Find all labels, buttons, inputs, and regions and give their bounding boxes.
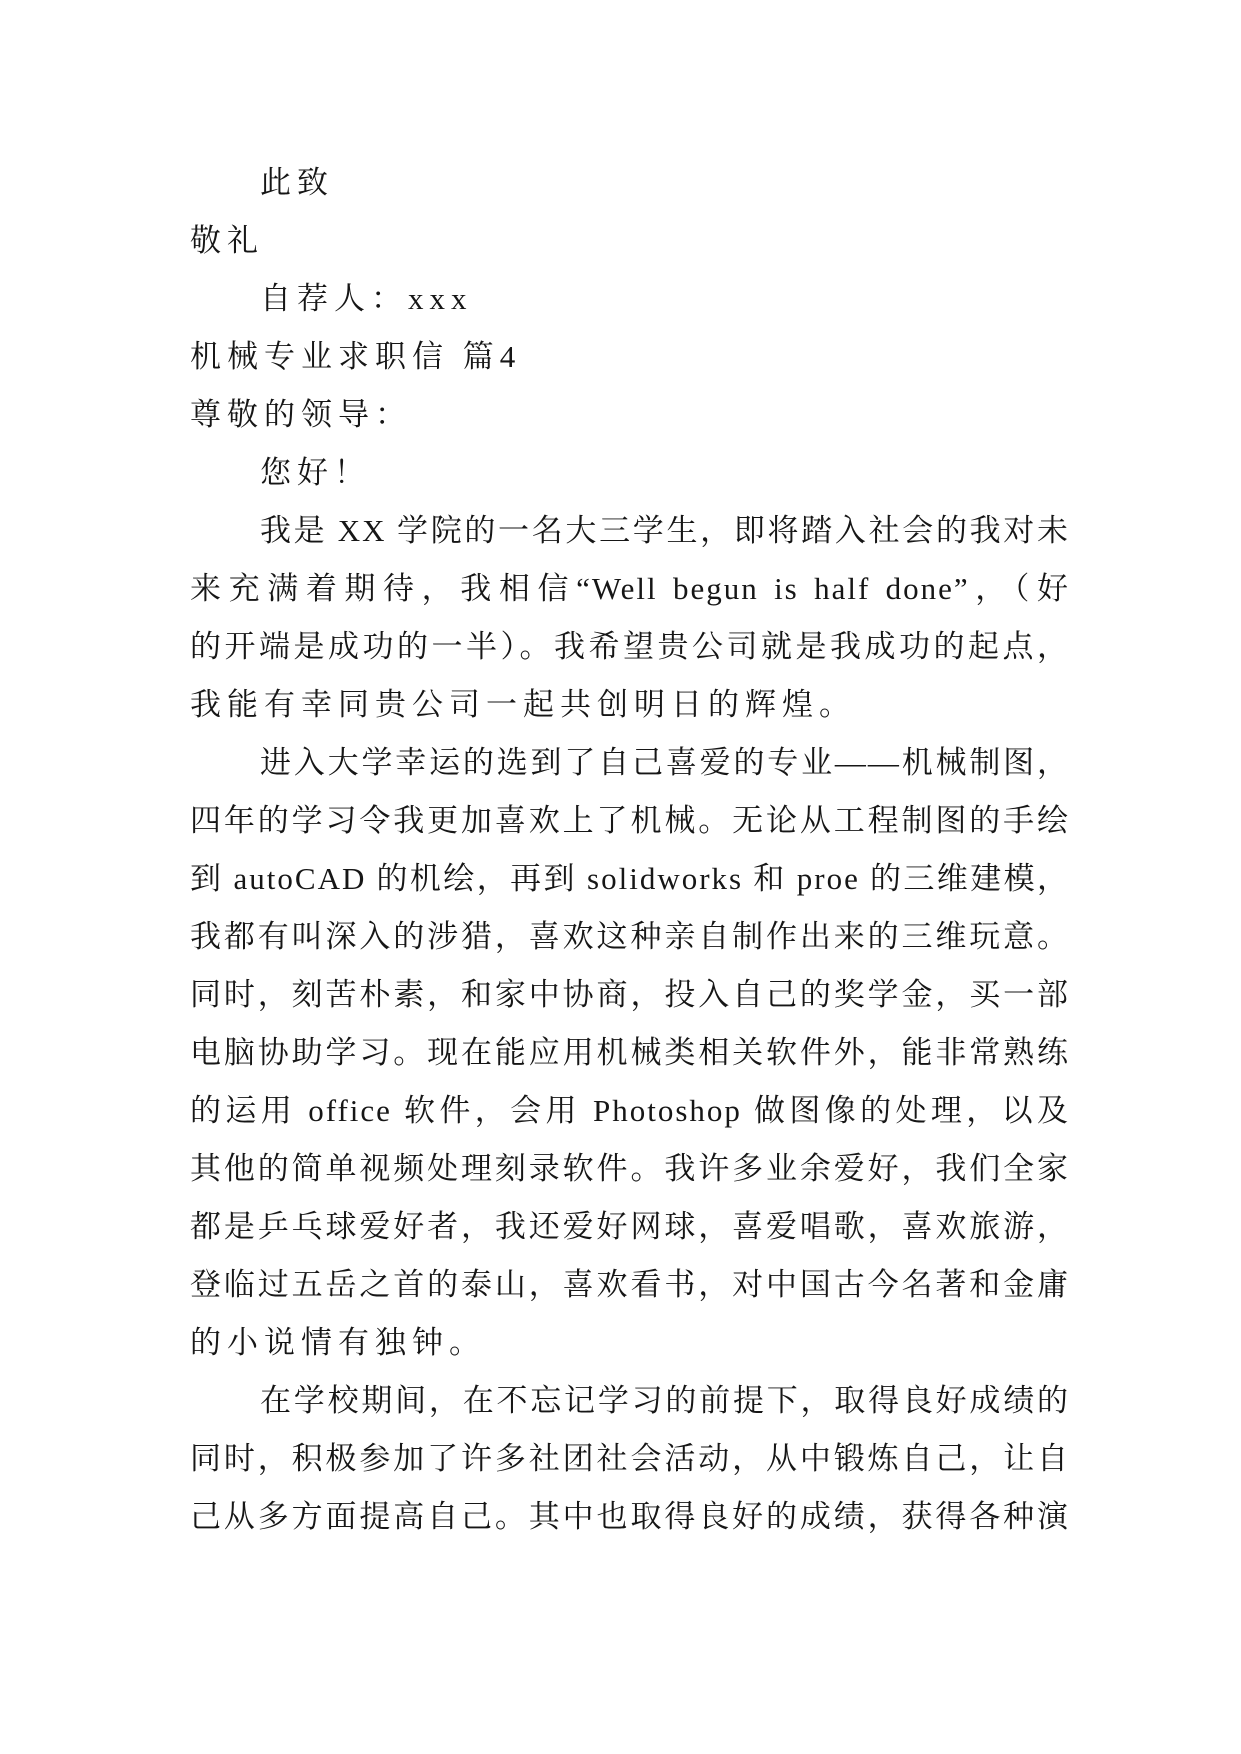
text-line: 都是乒乓球爱好者，我还爱好网球，喜爱唱歌，喜欢旅游， [190,1209,1070,1244]
text-line: 敬礼 [190,223,264,258]
text-line: 尊敬的领导： [190,397,412,432]
text-line: 在学校期间，在不忘记学习的前提下，取得良好成绩的 [260,1383,1070,1418]
text-line: 我都有叫深入的涉猎，喜欢这种亲自制作出来的三维玩意。 [190,919,1070,954]
text-line: 同时，刻苦朴素，和家中协商，投入自己的奖学金，买一部 [190,977,1070,1012]
document-body [190,154,1070,1546]
text-line: 我能有幸同贵公司一起共创明日的辉煌。 [190,687,856,722]
text-line: 其他的简单视频处理刻录软件。我许多业余爱好，我们全家 [190,1151,1070,1186]
text-line: 电脑协助学习。现在能应用机械类相关软件外，能非常熟练 [190,1035,1070,1070]
text-line: 四年的学习令我更加喜欢上了机械。无论从工程制图的手绘 [190,803,1070,838]
text-line: 到 autoCAD 的机绘，再到 solidworks 和 proe 的三维建模， [190,861,1070,896]
text-line: 登临过五岳之首的泰山，喜欢看书，对中国古今名著和金庸 [190,1267,1070,1302]
text-line: 进入大学幸运的选到了自己喜爱的专业——机械制图， [260,745,1070,780]
text-line: 的小说情有独钟。 [190,1325,486,1360]
text-line: 同时，积极参加了许多社团社会活动，从中锻炼自己，让自 [190,1441,1070,1476]
text-line: 的运用 office 软件，会用 Photoshop 做图像的处理，以及 [190,1093,1070,1128]
text-line: 自荐人：xxx [260,281,473,316]
text-line: 机械专业求职信 篇4 [190,339,522,374]
text-line: 来充满着期待，我相信“Well begun is half done”，（好 [190,571,1070,606]
text-line: 您好！ [260,455,371,490]
text-line: 的开端是成功的一半）。我希望贵公司就是我成功的起点， [190,629,1070,664]
text-line: 己从多方面提高自己。其中也取得良好的成绩，获得各种演 [190,1499,1070,1534]
text-line: 我是 XX 学院的一名大三学生，即将踏入社会的我对未 [260,513,1070,548]
text-line: 此致 [260,165,334,200]
